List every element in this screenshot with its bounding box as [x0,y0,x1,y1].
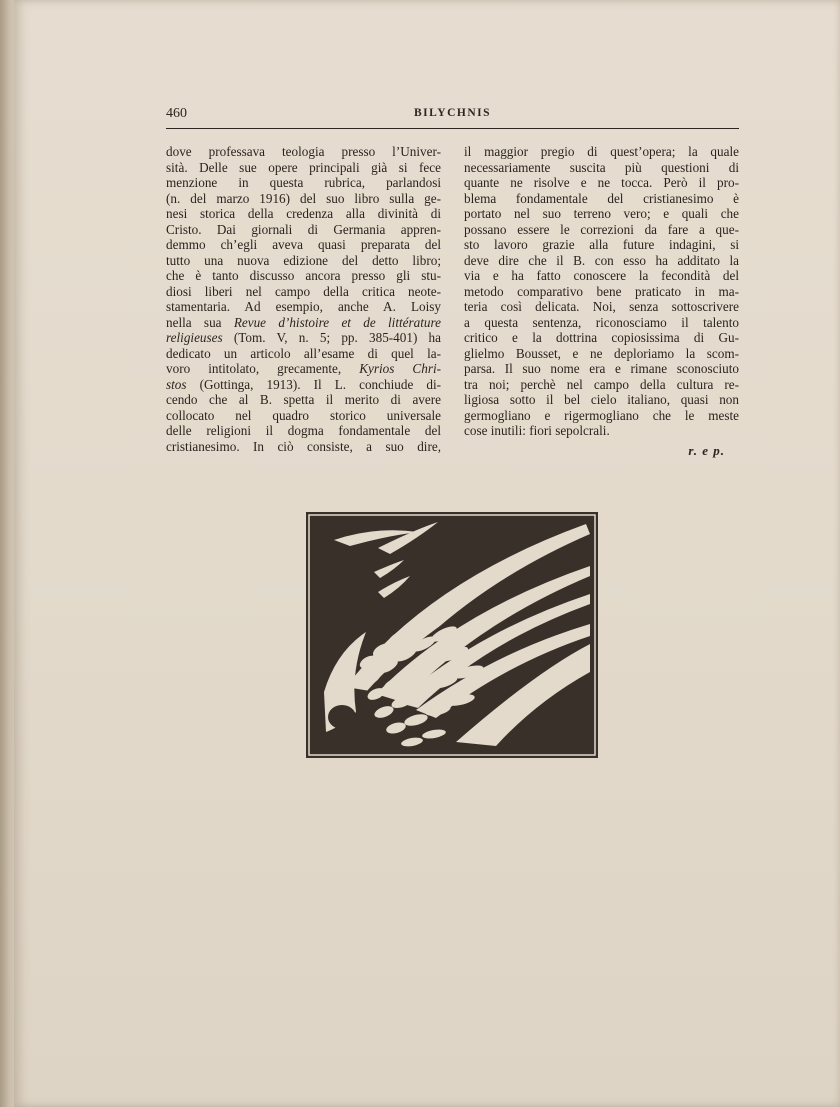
text-line: glielmo Bousset, e ne deploriamo la scom- [464,345,739,361]
text-segment: voro intitolato, grecamente, [166,361,342,376]
text-line: deve dire che il B. con esso ha additato la [464,252,739,268]
text-line: diosi liberi nel campo della critica neote- [166,283,441,299]
text-line: cristianesimo. In ciò consiste, a suo dire, [166,438,441,454]
text-line: nesi storica della credenza alla divinità di [166,206,441,221]
italic-journal-title-cont: religieuses [166,330,223,345]
author-signature: r. e p. [688,442,725,458]
text-line: via e ha fatto conoscere la fecondità del [464,268,739,283]
text-line: menzione in questa rubrica, parlandosi [166,175,441,190]
text-line: portato nel suo terreno vero; e quali che [464,206,739,221]
text-line: tutto una nuova edizione del detto libro; [166,252,441,268]
text-segment: (Gottinga, 1913). Il L. conchiude di- [186,376,441,392]
text-line: dove professava teologia presso l’Univer- [166,144,441,159]
running-title: BILYCHNIS [414,107,491,119]
page-number: 460 [166,106,187,121]
italic-book-title: Kyrios Chri- [359,361,441,376]
text-line: teria così delicata. Noi, senza sottoscrivere [464,299,739,314]
text-segment: nella sua [166,314,222,330]
italic-journal-title: Revue d’histoire et de littérature [233,314,441,330]
text-line: sità. Delle sue opere principali già si fece [166,159,441,175]
text-line: cendo che al B. spetta il merito di avere [166,392,441,407]
text-line: Cristo. Dai giornali di Germania appren- [166,221,441,237]
text-line: parsa. Il suo nome era e rimane sconosciuto [464,361,739,376]
italic-book-title-cont: stos [166,376,187,392]
text-line: collocato nel quadro storico universale [166,407,441,423]
text-line: necessariamente suscita più questioni di [464,159,739,175]
text-line-with-italic [166,315,441,331]
running-header [166,106,739,129]
text-line: che è tanto discusso ancora presso gli stu- [166,268,441,283]
text-line: metodo comparativo bene praticato in ma- [464,283,739,299]
text-line-with-italic [166,377,441,393]
text-line: delle religioni il dogma fondamentale del [166,423,441,438]
text-line: blema fondamentale del cristianesimo è [464,190,739,206]
text-line: quante ne risolve e ne tocca. Però il pro- [464,175,739,190]
text-segment: (Tom. V, n. 5; pp. 385-401) ha [222,330,441,345]
text-line: ligiosa sotto il bel cielo italiano, quasi non [464,392,739,407]
text-line: sto lavoro grazie alla future indagini, si [464,237,739,252]
text-line-with-italic [166,361,441,377]
text-line: (n. del marzo 1916) del suo libro sulla ge- [166,190,441,206]
text-line: possano essere le correzioni da fare a que- [464,221,739,237]
text-line: demmo ch’egli aveva quasi preparata del [166,237,441,252]
wing-woodcut-illustration [306,512,598,758]
text-line-with-italic [166,330,441,346]
text-line: stamentaria. Ad esempio, anche A. Loisy [166,299,441,314]
text-line: germogliano e rigermogliano che le meste [464,407,739,423]
right-text-column [464,144,739,458]
text-line: dedicato un articolo all’esame di quel la- [166,345,441,361]
text-line: tra noi; perchè nel campo della cultura re- [464,376,739,392]
text-line: il maggior pregio di quest’opera; la quale [464,144,739,159]
left-text-column [166,144,441,454]
text-line: critico e la dottrina copiosissima di Gu- [464,330,739,345]
text-line: a questa sentenza, riconosciamo il talento [464,314,739,330]
text-line: cose inutili: fiori sepolcrali. [464,423,610,438]
